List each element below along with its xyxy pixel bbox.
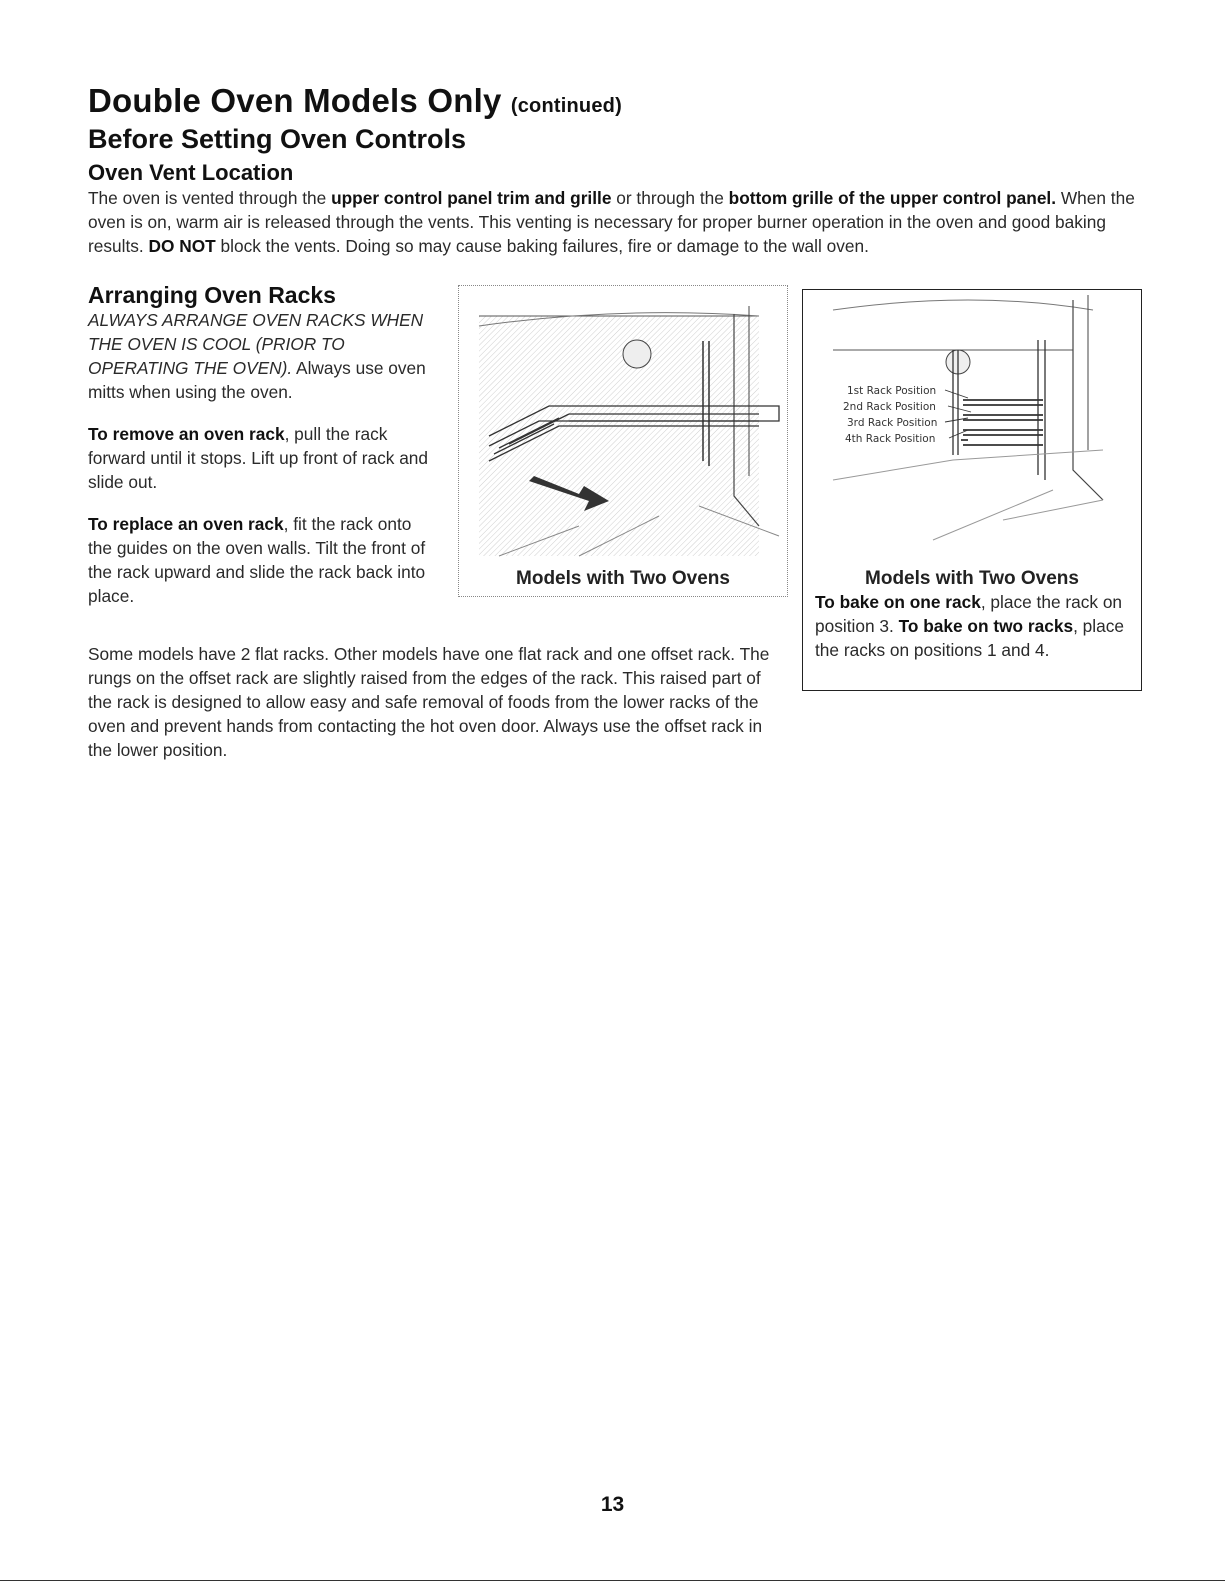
figure-remove-rack bbox=[458, 285, 788, 597]
racks-warning: ALWAYS ARRANGE OVEN RACKS WHEN THE OVEN IS COOL (PRIOR TO OPERATING THE OVEN). Always use oven mitts when using the oven. bbox=[88, 310, 426, 402]
remove-rack-text: To remove an oven rack, pull the rack forward until it stops. Lift up front of rack and slide out. bbox=[88, 424, 429, 492]
rack-label-1: 1st Rack Position bbox=[847, 385, 937, 397]
figure2-instructions: To bake on one rack, place the rack on position 3. To bake on two racks, place the racks on positions 1 and 4. bbox=[815, 592, 1124, 660]
page-title: Double Oven Models Only (continued) bbox=[88, 82, 622, 119]
offset-rack-paragraph: Some models have 2 flat racks. Other models have one flat rack and one offset rack. The rungs on the offset rack are slightly raised from the edges of the rack. This raised part of the rack is designed to allow easy and safe removal of foods from the lower racks of the oven and prevent hands from contacting the hot oven door. Always use the offset rack in the lower position. bbox=[88, 644, 770, 760]
vent-paragraph: The oven is vented through the upper control panel trim and grille or through the bottom grille of the upper control panel. When the oven is on, warm air is released through the vents. This venting is necessary for proper burner operation in the oven and good baking results. DO NOT block the vents. Doing so may cause baking failures, fire or damage to the wall oven. bbox=[88, 188, 1135, 256]
figure-rack-positions bbox=[802, 289, 1142, 691]
page-number: 13 bbox=[600, 1493, 625, 1516]
racks-instructions bbox=[88, 308, 438, 626]
oven-rack-removal-illustration bbox=[459, 286, 789, 598]
rack-positions-illustration bbox=[803, 290, 1143, 560]
figure1-caption: Models with Two Ovens bbox=[516, 568, 730, 589]
title-suffix: (continued) bbox=[510, 95, 622, 117]
figure2-caption: Models with Two Ovens bbox=[865, 568, 1079, 589]
rack-label-2: 2nd Rack Position bbox=[843, 401, 936, 413]
page-subtitle: Before Setting Oven Controls bbox=[88, 124, 467, 154]
footer-rule bbox=[0, 1580, 1225, 1581]
section-title-vent: Oven Vent Location bbox=[88, 160, 294, 185]
section-title-racks: Arranging Oven Racks bbox=[88, 282, 336, 308]
rack-label-4: 4th Rack Position bbox=[845, 433, 936, 445]
replace-rack-text: To replace an oven rack, fit the rack onto the guides on the oven walls. Tilt the front of the rack upward and slide the rack back into place. bbox=[88, 514, 426, 606]
rack-label-3: 3rd Rack Position bbox=[847, 417, 938, 429]
